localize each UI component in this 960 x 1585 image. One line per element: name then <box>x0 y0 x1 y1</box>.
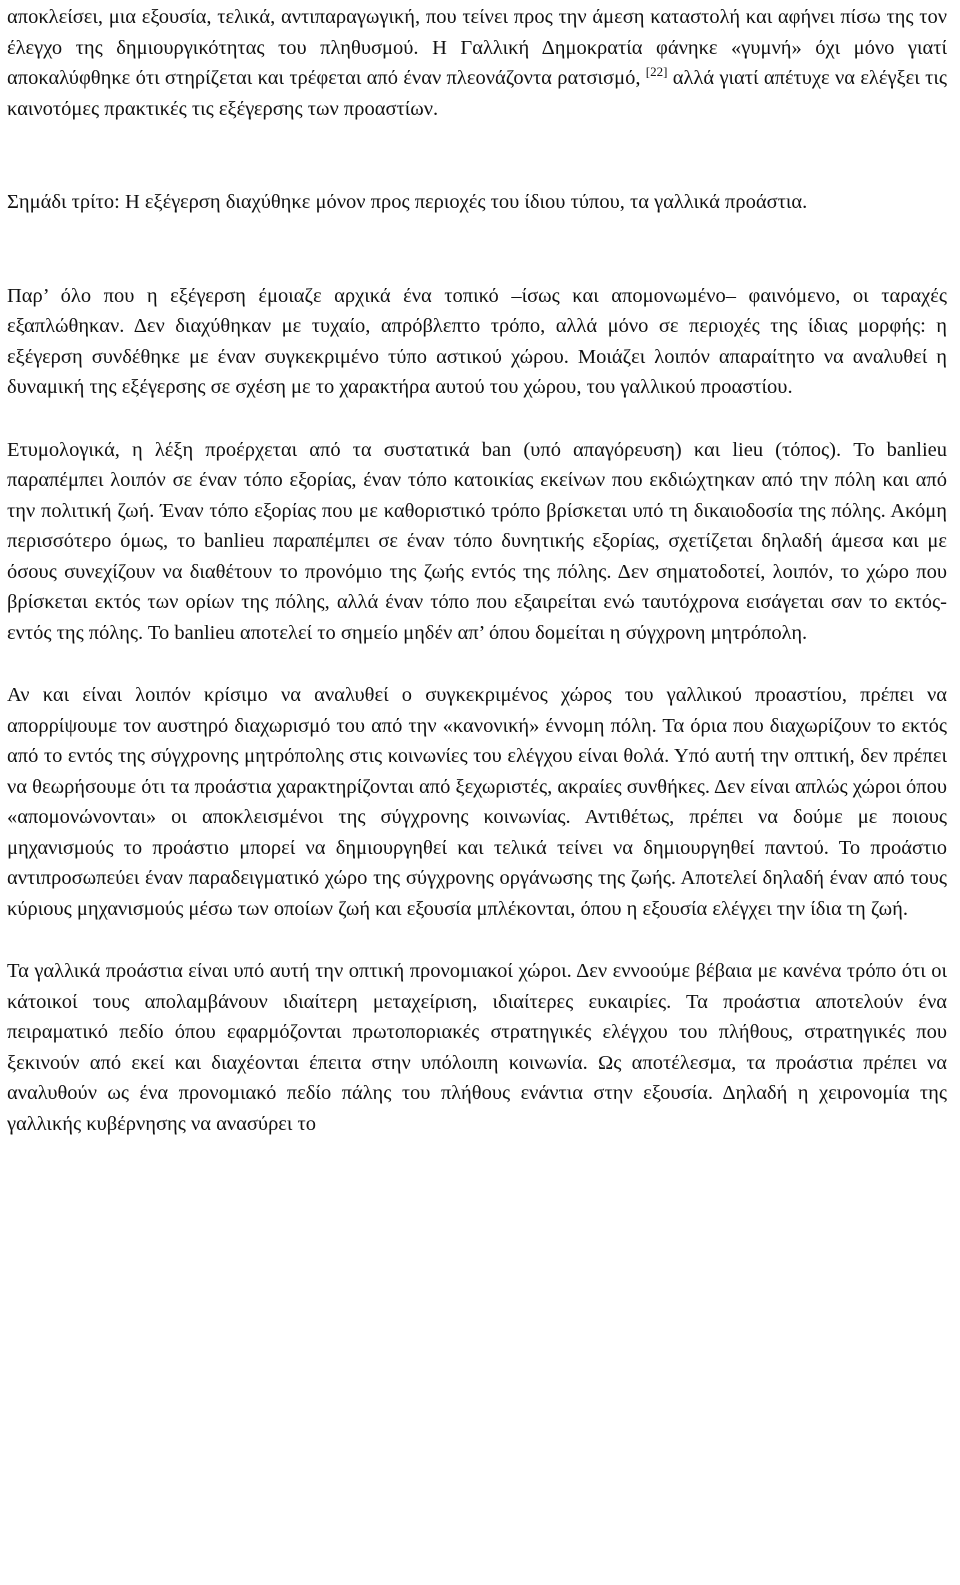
paragraph-2: Σημάδι τρίτο: Η εξέγερση διαχύθηκε μόνον προς περιοχές του ίδιου τύπου, τα γαλλικά προάστια. <box>7 191 808 213</box>
paragraph-3: Παρ’ όλο που η εξέγερση έμοιαζε αρχικά ένα τοπικό –ίσως και απομονωμένο– φαινόμενο, οι ταραχές εξαπλώθηκαν. Δεν διαχύθηκαν με τυχαίο, απρόβλεπτο τρόπο, αλλά μόνο σε περιοχές της ίδιας μορφής: η εξέγερση συνδέθηκε με έναν συγκεκριμένο τύπο αστικού χώρου. Μοιάζει λοιπόν απαραίτητο να αναλυθεί η δυναμική της εξέγερσης σε σχέση με το χαρακτήρα αυτού του χώρου, του γαλλικού προαστίου. <box>7 284 947 398</box>
paragraph-1-text-start: αποκλείσει, μια εξουσία, τελικά, αντιπαραγωγική, που τείνει προς την άμεση καταστολή και αφήνει πίσω της τον έλεγχο της δημιουργικότητας του πληθυσμού. Η Γαλλική Δημοκρατία φάνηκε «γυμνή» όχι μόνο γιατί αποκαλύφθηκε ότι στηρίζεται και τρέφεται από έναν πλεονάζοντα ρατσισμό, <box>7 6 947 89</box>
paragraph-6: Τα γαλλικά προάστια είναι υπό αυτή την οπτική προνομιακοί χώροι. Δεν εννοούμε βέβαια με κανένα τρόπο ότι οι κάτοικοί τους απολαμβάνουν ιδιαίτερη μεταχείριση, ιδιαίτερες ευκαιρίες. Τα προάστια αποτελούν ένα πειραματικό πεδίο όπου εφαρμόζονται πρωτοποριακές στρατηγικές ελέγχου του πλήθους, στρατηγικές που ξεκινούν από εκεί και διαχέονται έπειτα στην υπόλοιπη κοινωνία. Ως αποτέλεσμα, τα προάστια πρέπει να αναλυθούν ως ένα προνομιακό πεδίο πάλης του πλήθους ενάντια στην εξουσία. Δηλαδή η χειρονομία της γαλλικής κυβέρνησης να ανασύρει το <box>7 960 947 1135</box>
document-page <box>7 0 947 1139</box>
paragraph-1 <box>7 2 947 124</box>
footnote-reference[interactable]: [22] <box>645 64 668 80</box>
paragraph-1-text-end: αλλά γιατί απέτυχε να ελέγξει τις καινοτόμες πρακτικές τις εξέγερσης των προαστίων. <box>7 67 947 120</box>
paragraph-5: Αν και είναι λοιπόν κρίσιμο να αναλυθεί ο συγκεκριμένος χώρος του γαλλικού προαστίου, πρέπει να απορρίψουμε τον αυστηρό διαχωρισμό του από την «κανονική» έννομη πόλη. Τα όρια που διαχωρίζουν το εκτός από το εντός της σύγχρονης μητρόπολης στις κοινωνίες του ελέγχου είναι θολά. Υπό αυτή την οπτική, δεν πρέπει να θεωρήσουμε ότι τα προάστια χαρακτηρίζονται από ξεχωριστές, ακραίες συνθήκες. Δεν είναι απλώς χώροι όπου «απομονώνονται» οι αποκλεισμένοι της σύγχρονης κοινωνίας. Αντιθέτως, πρέπει να δούμε με ποιους μηχανισμούς το προάστιο μπορεί να δημιουργηθεί και τελικά τείνει να δημιουργηθεί παντού. Το προάστιο αντιπροσωπεύει έναν παραδειγματικό χώρο της σύγχρονης οργάνωσης της ζωής. Αποτελεί δηλαδή έναν από τους κύριους μηχανισμούς μέσω των οποίων ζωή και εξουσία μπλέκονται, όπου η εξουσία ελέγχει την ίδια τη ζωή. <box>7 684 947 920</box>
paragraph-4: Ετυμολογικά, η λέξη προέρχεται από τα συστατικά ban (υπό απαγόρευση) και lieu (τόπος). Το banlieu παραπέμπει λοιπόν σε έναν τόπο εξορίας, έναν τόπο κατοικίας εκείνων που εκδιώχτηκαν από την πόλη και από την πολιτική ζωή. Έναν τόπο εξορίας που με καθοριστικό τρόπο βρίσκεται υπό τη δικαιοδοσία της πόλης. Ακόμη περισσότερο όμως, το banlieu παραπέμπει σε έναν τόπο δυνητικής εξορίας, σχετίζεται δηλαδή άμεσα και με όσους συνεχίζουν να διαθέτουν το προνόμιο της ζωής εντός της πόλης. Δεν σηματοδοτεί, λοιπόν, το χώρο που βρίσκεται εκτός των ορίων της πόλης, αλλά έναν τόπο που εξαιρείται ενώ ταυτόχρονα εισάγεται σαν το εκτός-εντός της πόλης. Το banlieu αποτελεί το σημείο μηδέν απ’ όπου δομείται η σύγχρονη μητρόπολη. <box>7 438 947 644</box>
